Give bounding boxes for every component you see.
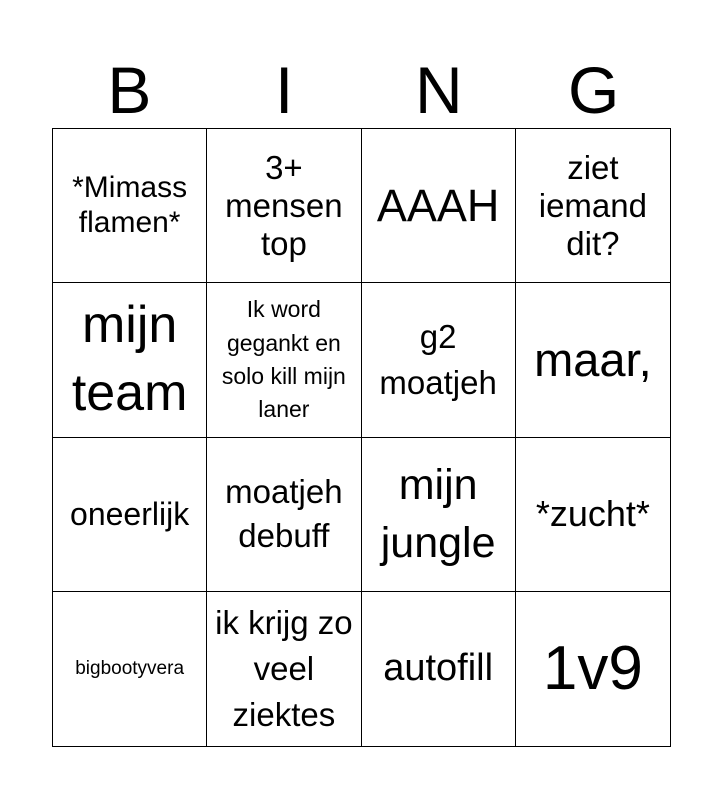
bingo-cell[interactable] [362, 592, 516, 746]
cell-text: oneerlijk [70, 495, 190, 532]
bingo-cell[interactable] [362, 283, 516, 437]
cell-text: *zucht* [535, 493, 650, 535]
cell-text: 1v9 [542, 634, 643, 704]
cell-text: moatjeh debuff [225, 472, 343, 555]
cell-text: ziet iemand dit? [538, 148, 647, 262]
bingo-cell[interactable] [207, 592, 361, 746]
bingo-cell[interactable] [53, 592, 207, 746]
cell-text: mijn jungle [380, 461, 496, 568]
header-letter-g: G [567, 53, 620, 127]
bingo-header [52, 52, 671, 128]
bingo-cell[interactable] [53, 129, 207, 283]
cell-text: autofill [383, 647, 494, 690]
cell-text: Ik word gegankt en solo kill mijn laner [221, 296, 346, 423]
bingo-cell[interactable] [362, 129, 516, 283]
bingo-cell[interactable] [516, 438, 670, 592]
cell-text: bigbootyvera [75, 657, 185, 679]
cell-text: mijn team [71, 296, 188, 422]
bingo-cell[interactable] [53, 283, 207, 437]
bingo-cell[interactable] [207, 438, 361, 592]
bingo-cell[interactable] [207, 283, 361, 437]
cell-text: *Mimass flamen* [72, 171, 188, 239]
header-letter-i: I [274, 53, 294, 127]
cell-text: ik krijg zo veel ziektes [215, 603, 353, 733]
cell-text: AAAH [376, 179, 500, 231]
bingo-cell[interactable] [516, 592, 670, 746]
bingo-cell[interactable] [516, 129, 670, 283]
bingo-cell[interactable] [53, 438, 207, 592]
cell-text: 3+ mensen top [225, 148, 343, 262]
bingo-card-grid [52, 128, 671, 747]
bingo-cell[interactable] [516, 283, 670, 437]
cell-text: g2 moatjeh [379, 317, 497, 401]
bingo-cell[interactable] [362, 438, 516, 592]
cell-text: maar, [534, 332, 652, 386]
bingo-cell[interactable] [207, 129, 361, 283]
header-letter-n: N [415, 53, 463, 127]
header-letter-b: B [107, 53, 152, 127]
